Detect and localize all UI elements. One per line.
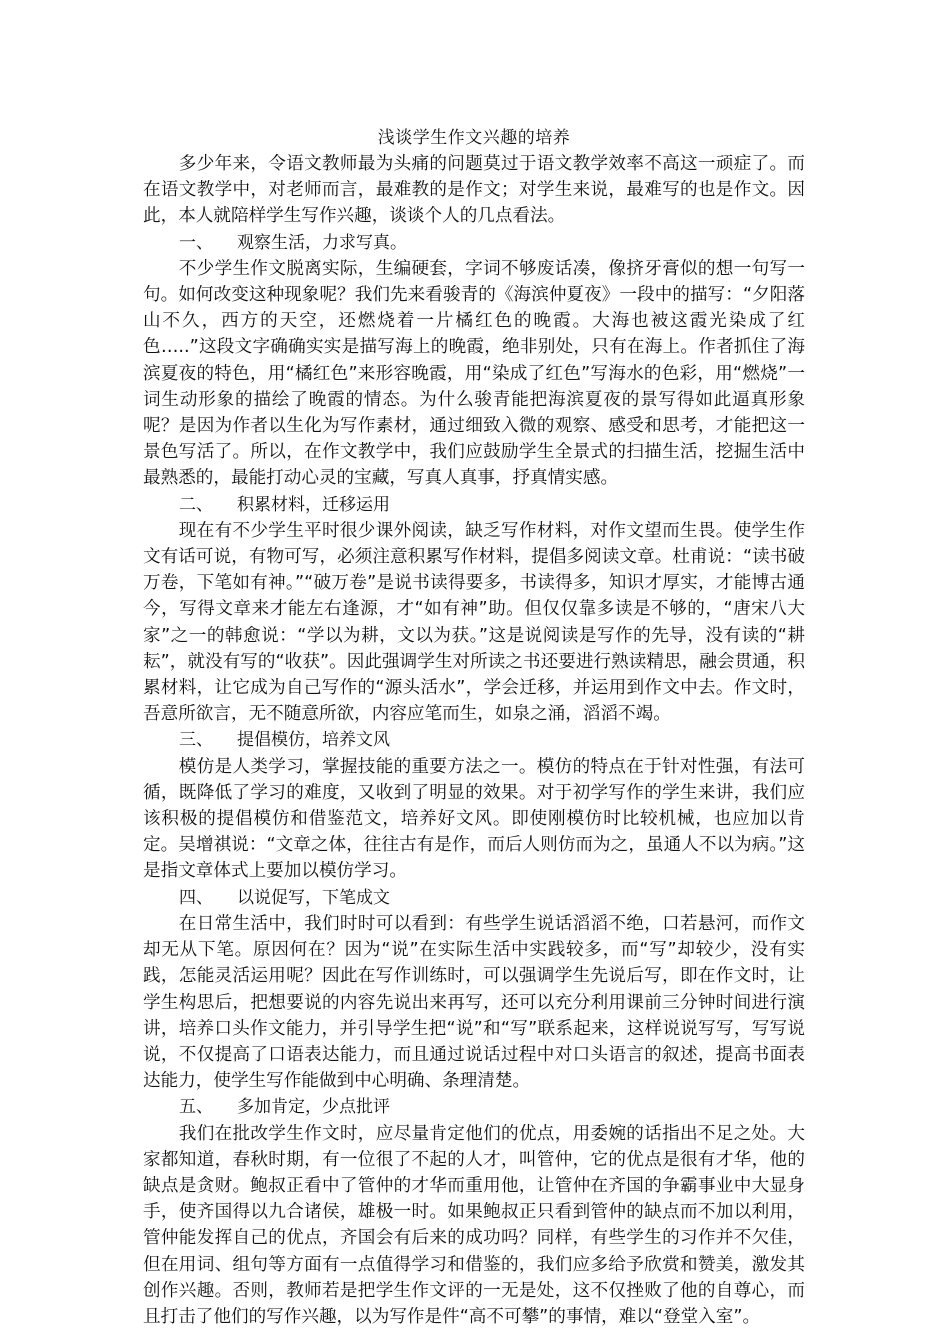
section-body-1: 不少学生作文脱离实际，生编硬套，字词不够废话凑，像挤牙膏似的想一句写一句。如何改变这种现象呢？我们先来看骏青的《海滨仲夏夜》一段中的描写：“夕阳落山不久，西方的天空，还燃烧着一片橘红色的晚霞。大海也被这霞光染成了红色…..”这段文字确确实实是描写海上的晚霞，绝非别处，只有在海上。作者抓住了海滨夏夜的特色，用“橘红色”来形容晚霞，用“染成了红色”写海水的色彩，用“燃烧”一词生动形象的描绘了晚霞的情态。为什么骏青能把海滨夏夜的景写得如此逼真形象呢？是因为作者以生化为写作素材，通过细致入微的观察、感受和思考，才能把这一景色写活了。所以，在作文教学中，我们应鼓励学生全景式的扫描生活，挖掘生活中最熟悉的，最能打动心灵的宝藏，写真人真事，抒真情实感。 xyxy=(143,258,805,489)
section-number: 五、 xyxy=(179,1097,213,1118)
section-number: 一、 xyxy=(179,232,213,253)
section-title: 观察生活，力求写真。 xyxy=(237,232,407,253)
section-title: 以说促写，下笔成文 xyxy=(237,887,390,908)
section-heading-3 xyxy=(143,727,805,753)
section-heading-1 xyxy=(143,230,805,256)
section-number: 三、 xyxy=(179,730,213,751)
section-heading-2 xyxy=(143,492,805,518)
section-number: 二、 xyxy=(179,494,213,515)
section-heading-5 xyxy=(143,1094,805,1120)
section-title: 积累材料，迁移运用 xyxy=(237,494,390,515)
section-body-5: 我们在批改学生作文时，应尽量肯定他们的优点，用委婉的话指出不足之处。大家都知道，春秋时期，有一位很了不起的人才，叫管仲，它的优点是很有才华，他的缺点是贪财。鲍叔正看中了管仲的才华而重用他，让管仲在齐国的争霸事业中大显身手，使齐国得以九合诸侯，雄极一时。如果鲍叔正只看到管仲的缺点而不加以利用，管仲能发挥自己的优点，齐国会有后来的成功吗？同样，有些学生的习作并不欠佳，但在用词、组句等方面有一点值得学习和借鉴的，我们应多给予欣赏和赞美，激发其创作兴趣。否则，教师若是把学生作文评的一无是处，这不仅挫败了他的自尊心，而且打击了他们的写作兴趣，以为写作是件“高不可攀”的事情，难以“登堂入室”。 xyxy=(143,1123,805,1327)
section-heading-4 xyxy=(143,885,805,911)
section-title: 提倡模仿，培养文风 xyxy=(237,730,390,751)
section-body-2: 现在有不少学生平时很少课外阅读，缺乏写作材料，对作文望而生畏。使学生作文有话可说，有物可写，必须注意积累写作材料，提倡多阅读文章。杜甫说：“读书破万卷，下笔如有神。”“破万卷”是说书读得要多，书读得多，知识才厚实，才能博古通今，写得文章来才能左右逢源，才“如有神”助。但仅仅靠多读是不够的，“唐宋八大家”之一的韩愈说：“学以为耕，文以为获。”这是说阅读是写作的先导，没有读的“耕耘”，就没有写的“收获”。因此强调学生对所读之书还要进行熟读精思，融会贯通，积累材料，让它成为自己写作的“源头活水”，学会迁移，并运用到作文中去。作文时，吾意所欲言，无不随意所欲，内容应笔而生，如泉之涌，滔滔不竭。 xyxy=(143,520,805,725)
section-body-4: 在日常生活中，我们时时可以看到：有些学生说话滔滔不绝，口若悬河，而作文却无从下笔。原因何在？因为“说”在实际生活中实践较多，而“写”却较少，没有实践，怎能灵活运用呢？因此在写作训练时，可以强调学生先说后写，即在作文时，让学生构思后，把想要说的内容先说出来再写，还可以充分利用课前三分钟时间进行演讲，培养口头作文能力，并引导学生把“说”和“写”联系起来，这样说说写写，写写说说，不仅提高了口语表达能力，而且通过说话过程中对口头语言的叙述，提高书面表达能力，使学生写作能做到中心明确、条理清楚。 xyxy=(143,913,805,1092)
section-number: 四、 xyxy=(179,887,213,908)
document-page xyxy=(143,126,805,1330)
section-body-3: 模仿是人类学习，掌握技能的重要方法之一。模仿的特点在于针对性强，有法可循，既降低了学习的难度，又收到了明显的效果。对于初学写作的学生来讲，我们应该积极的提倡模仿和借鉴范文，培养好文风。即使刚模仿时比较机械，也应加以肯定。吴增祺说：“文章之体，往往古有是作，而后人则仿而为之，虽通人不以为病。”这是指文章体式上要加以模仿学习。 xyxy=(143,756,805,882)
section-title: 多加肯定，少点批评 xyxy=(237,1097,390,1118)
document-title: 浅谈学生作文兴趣的培养 xyxy=(377,128,571,148)
intro-paragraph: 多少年来，令语文教师最为头痛的问题莫过于语文教学效率不高这一顽症了。而在语文教学中，对老师而言，最难教的是作文；对学生来说，最难写的也是作文。因此，本人就陪样学生写作兴趣，谈谈个人的几点看法。 xyxy=(143,154,805,227)
